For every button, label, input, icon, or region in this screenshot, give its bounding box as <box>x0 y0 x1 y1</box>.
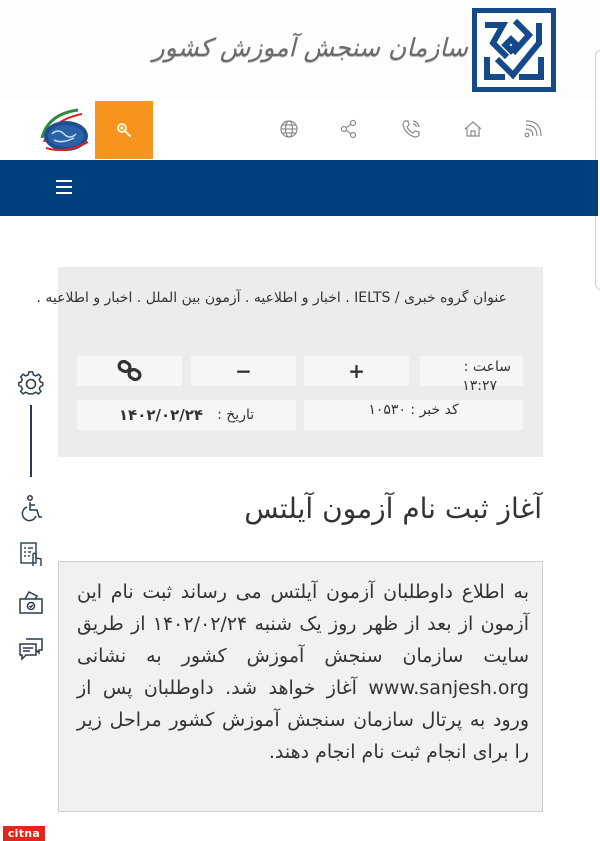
link-icon <box>117 360 143 382</box>
toolbar-divider <box>30 405 32 477</box>
font-increase-button[interactable]: + <box>304 356 409 386</box>
article-body-box <box>58 561 543 812</box>
date-value: ۱۴۰۲/۰۲/۲۴ <box>118 406 204 424</box>
share-icon[interactable] <box>338 118 360 140</box>
site-header <box>0 0 600 100</box>
org-name: سازمان سنجش آموزش کشور <box>152 33 468 62</box>
hamburger-menu-icon[interactable] <box>56 180 72 194</box>
main-navbar <box>0 160 598 216</box>
date-label: تاریخ : <box>217 407 255 423</box>
search-button[interactable] <box>95 101 153 159</box>
search-icon <box>116 122 132 138</box>
elections-emblem-icon[interactable] <box>38 108 96 154</box>
phone-icon[interactable] <box>400 118 422 140</box>
article-body: به اطلاع داوطلبان آزمون آیلتس می رساند ثبت نام این آزمون از بعد از ظهر روز یک شنبه ۱۴۰۲/۰۲/۲۴ از طریق سایت سازمان سنجش آموزش کشور به نشانی www.sanjesh.org آغاز خواهد شد. داوطلبان پس از ورود به پرتال سازمان سنجش آموزش کشور مراحل زیر را برای انجام ثبت نام انجام دهند. <box>77 581 529 763</box>
globe-icon[interactable] <box>278 118 300 140</box>
sanjesh-logo-icon[interactable] <box>472 8 556 92</box>
date-cell <box>77 400 296 430</box>
citna-watermark: citna <box>3 826 45 841</box>
news-code: کد خبر : ۱۰۵۳۰ <box>304 400 523 430</box>
checklist-icon[interactable] <box>17 540 45 568</box>
article-title: آغاز ثبت نام آزمون آیلتس <box>244 492 542 525</box>
home-icon[interactable] <box>462 118 484 140</box>
time-cell <box>420 356 523 394</box>
font-decrease-button[interactable]: − <box>191 356 296 386</box>
rss-icon[interactable] <box>522 118 544 140</box>
copy-link-button[interactable] <box>77 356 182 386</box>
news-info-panel <box>36 267 543 457</box>
chat-icon[interactable] <box>17 634 45 662</box>
breadcrumb: عنوان گروه خبری / IELTS . اخبار و اطلاعیه . آزمون بین الملل . اخبار و اطلاعیه . <box>36 290 507 306</box>
ballot-box-icon[interactable] <box>17 588 45 616</box>
time-label: ساعت : <box>463 359 511 375</box>
settings-icon[interactable] <box>17 370 45 398</box>
time-value: ۱۳:۲۷ <box>462 378 497 394</box>
accessibility-icon[interactable] <box>17 494 45 522</box>
